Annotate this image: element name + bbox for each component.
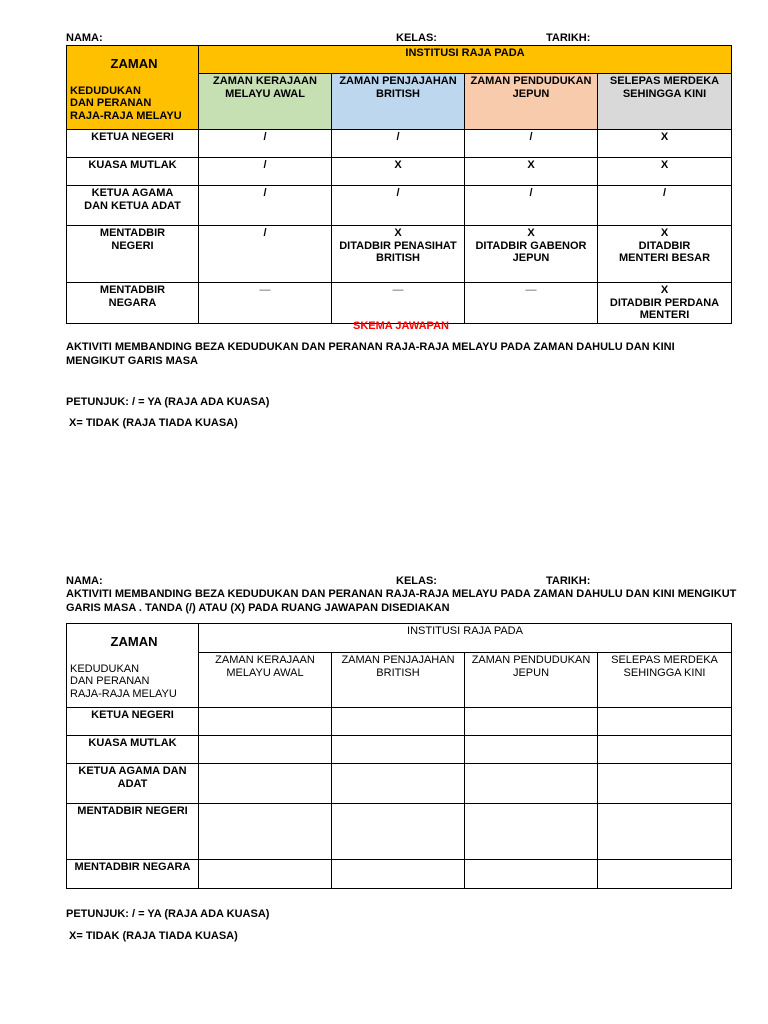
answer-cell: X DITADBIR GABENOR JEPUN <box>465 226 598 283</box>
answer-input-cell[interactable] <box>199 736 332 764</box>
petunjuk-ya: PETUNJUK: / = YA (RAJA ADA KUASA) <box>66 396 270 408</box>
answer-input-cell[interactable] <box>465 804 598 860</box>
answer-input-cell[interactable] <box>598 708 732 736</box>
answer-input-cell[interactable] <box>465 764 598 804</box>
answer-input-cell[interactable] <box>199 708 332 736</box>
col-header-pendudukan-jepun: ZAMAN PENDUDUKAN JEPUN <box>465 74 598 130</box>
answer-input-cell[interactable] <box>199 764 332 804</box>
col-header-penjajahan-british: ZAMAN PENJAJAHAN BRITISH <box>332 653 465 708</box>
answer-input-cell[interactable] <box>465 860 598 889</box>
kelas-label: KELAS: <box>396 575 437 587</box>
answer-cell: / <box>332 186 465 226</box>
answer-input-cell[interactable] <box>199 860 332 889</box>
activity-instruction-line1: AKTIVITI MEMBANDING BEZA KEDUDUKAN DAN PERANAN RAJA-RAJA MELAYU PADA ZAMAN DAHULU DAN KINI MENGIKUT <box>66 588 737 600</box>
table-row <box>67 226 732 283</box>
kedudukan-title: KEDUDUKAN DAN PERANAN RAJA-RAJA MELAYU <box>70 662 177 700</box>
answer-input-cell[interactable] <box>199 804 332 860</box>
activity-instruction-line1: AKTIVITI MEMBANDING BEZA KEDUDUKAN DAN PERANAN RAJA-RAJA MELAYU PADA ZAMAN DAHULU DAN KINI <box>66 341 675 353</box>
tarikh-label: TARIKH: <box>546 32 591 44</box>
tarikh-label: TARIKH: <box>546 575 591 587</box>
worksheet-table <box>66 623 732 889</box>
row-label: MENTADBIR NEGARA <box>67 860 199 889</box>
row-label: MENTADBIR NEGERI <box>67 804 199 860</box>
col-header-selepas-merdeka: SELEPAS MERDEKA SEHINGGA KINI <box>598 653 732 708</box>
nama-label: NAMA: <box>66 32 103 44</box>
table-row <box>67 708 732 736</box>
institusi-header: INSTITUSI RAJA PADA <box>199 624 732 653</box>
petunjuk-ya: PETUNJUK: / = YA (RAJA ADA KUASA) <box>66 908 270 920</box>
table-row <box>67 860 732 889</box>
answer-cell: — <box>199 283 332 324</box>
row-label: MENTADBIR NEGARA <box>67 283 199 324</box>
answer-cell: X <box>598 130 732 158</box>
answer-input-cell[interactable] <box>332 736 465 764</box>
activity-instruction-line2: GARIS MASA . TANDA (/) ATAU (X) PADA RUANG JAWAPAN DISEDIAKAN <box>66 602 450 614</box>
zaman-header-cell <box>67 46 199 130</box>
row-label: KETUA AGAMA DAN ADAT <box>67 764 199 804</box>
row-label: KETUA NEGERI <box>67 130 199 158</box>
answer-input-cell[interactable] <box>598 804 732 860</box>
petunjuk-tidak: X= TIDAK (RAJA TIADA KUASA) <box>69 930 238 942</box>
answer-cell: X DITADBIR MENTERI BESAR <box>598 226 732 283</box>
answer-cell: X <box>598 158 732 186</box>
answer-input-cell[interactable] <box>598 736 732 764</box>
answer-key-table <box>66 45 732 324</box>
col-header-penjajahan-british: ZAMAN PENJAJAHAN BRITISH <box>332 74 465 130</box>
answer-input-cell[interactable] <box>465 708 598 736</box>
answer-cell: X <box>465 158 598 186</box>
row-label: KETUA AGAMA DAN KETUA ADAT <box>67 186 199 226</box>
kedudukan-title: KEDUDUKAN DAN PERANAN RAJA-RAJA MELAYU <box>70 84 182 122</box>
answer-input-cell[interactable] <box>332 860 465 889</box>
nama-label: NAMA: <box>66 575 103 587</box>
table-row <box>67 186 732 226</box>
row-label: KUASA MUTLAK <box>67 736 199 764</box>
table-row <box>67 130 732 158</box>
col-header-selepas-merdeka: SELEPAS MERDEKA SEHINGGA KINI <box>598 74 732 130</box>
answer-input-cell[interactable] <box>332 708 465 736</box>
skema-jawapan-label: SKEMA JAWAPAN <box>353 320 449 332</box>
answer-input-cell[interactable] <box>465 736 598 764</box>
answer-cell: / <box>199 186 332 226</box>
col-header-kerajaan-melayu-awal: ZAMAN KERAJAAN MELAYU AWAL <box>199 653 332 708</box>
col-header-pendudukan-jepun: ZAMAN PENDUDUKAN JEPUN <box>465 653 598 708</box>
answer-input-cell[interactable] <box>598 860 732 889</box>
answer-cell: X DITADBIR PENASIHAT BRITISH <box>332 226 465 283</box>
kelas-label: KELAS: <box>396 32 437 44</box>
answer-cell: / <box>199 158 332 186</box>
answer-input-cell[interactable] <box>332 804 465 860</box>
zaman-title: ZAMAN <box>110 56 158 71</box>
table-row <box>67 804 732 860</box>
answer-cell: / <box>465 130 598 158</box>
answer-cell: / <box>465 186 598 226</box>
petunjuk-tidak: X= TIDAK (RAJA TIADA KUASA) <box>69 417 238 429</box>
col-header-kerajaan-melayu-awal: ZAMAN KERAJAAN MELAYU AWAL <box>199 74 332 130</box>
table-row <box>67 158 732 186</box>
table-row <box>67 283 732 324</box>
table-row <box>67 764 732 804</box>
answer-cell: / <box>332 130 465 158</box>
answer-input-cell[interactable] <box>598 764 732 804</box>
answer-cell: / <box>598 186 732 226</box>
table-row <box>67 736 732 764</box>
row-label: KUASA MUTLAK <box>67 158 199 186</box>
answer-cell: — <box>465 283 598 324</box>
answer-cell: X <box>332 158 465 186</box>
answer-cell: — <box>332 283 465 324</box>
row-label: MENTADBIR NEGERI <box>67 226 199 283</box>
zaman-title: ZAMAN <box>110 634 158 649</box>
row-label: KETUA NEGERI <box>67 708 199 736</box>
answer-cell: / <box>199 226 332 283</box>
activity-instruction-line2: MENGIKUT GARIS MASA <box>66 355 198 367</box>
answer-input-cell[interactable] <box>332 764 465 804</box>
answer-cell: X DITADBIR PERDANA MENTERI <box>598 283 732 324</box>
institusi-header: INSTITUSI RAJA PADA <box>199 46 732 74</box>
zaman-header-cell <box>67 624 199 708</box>
answer-cell: / <box>199 130 332 158</box>
